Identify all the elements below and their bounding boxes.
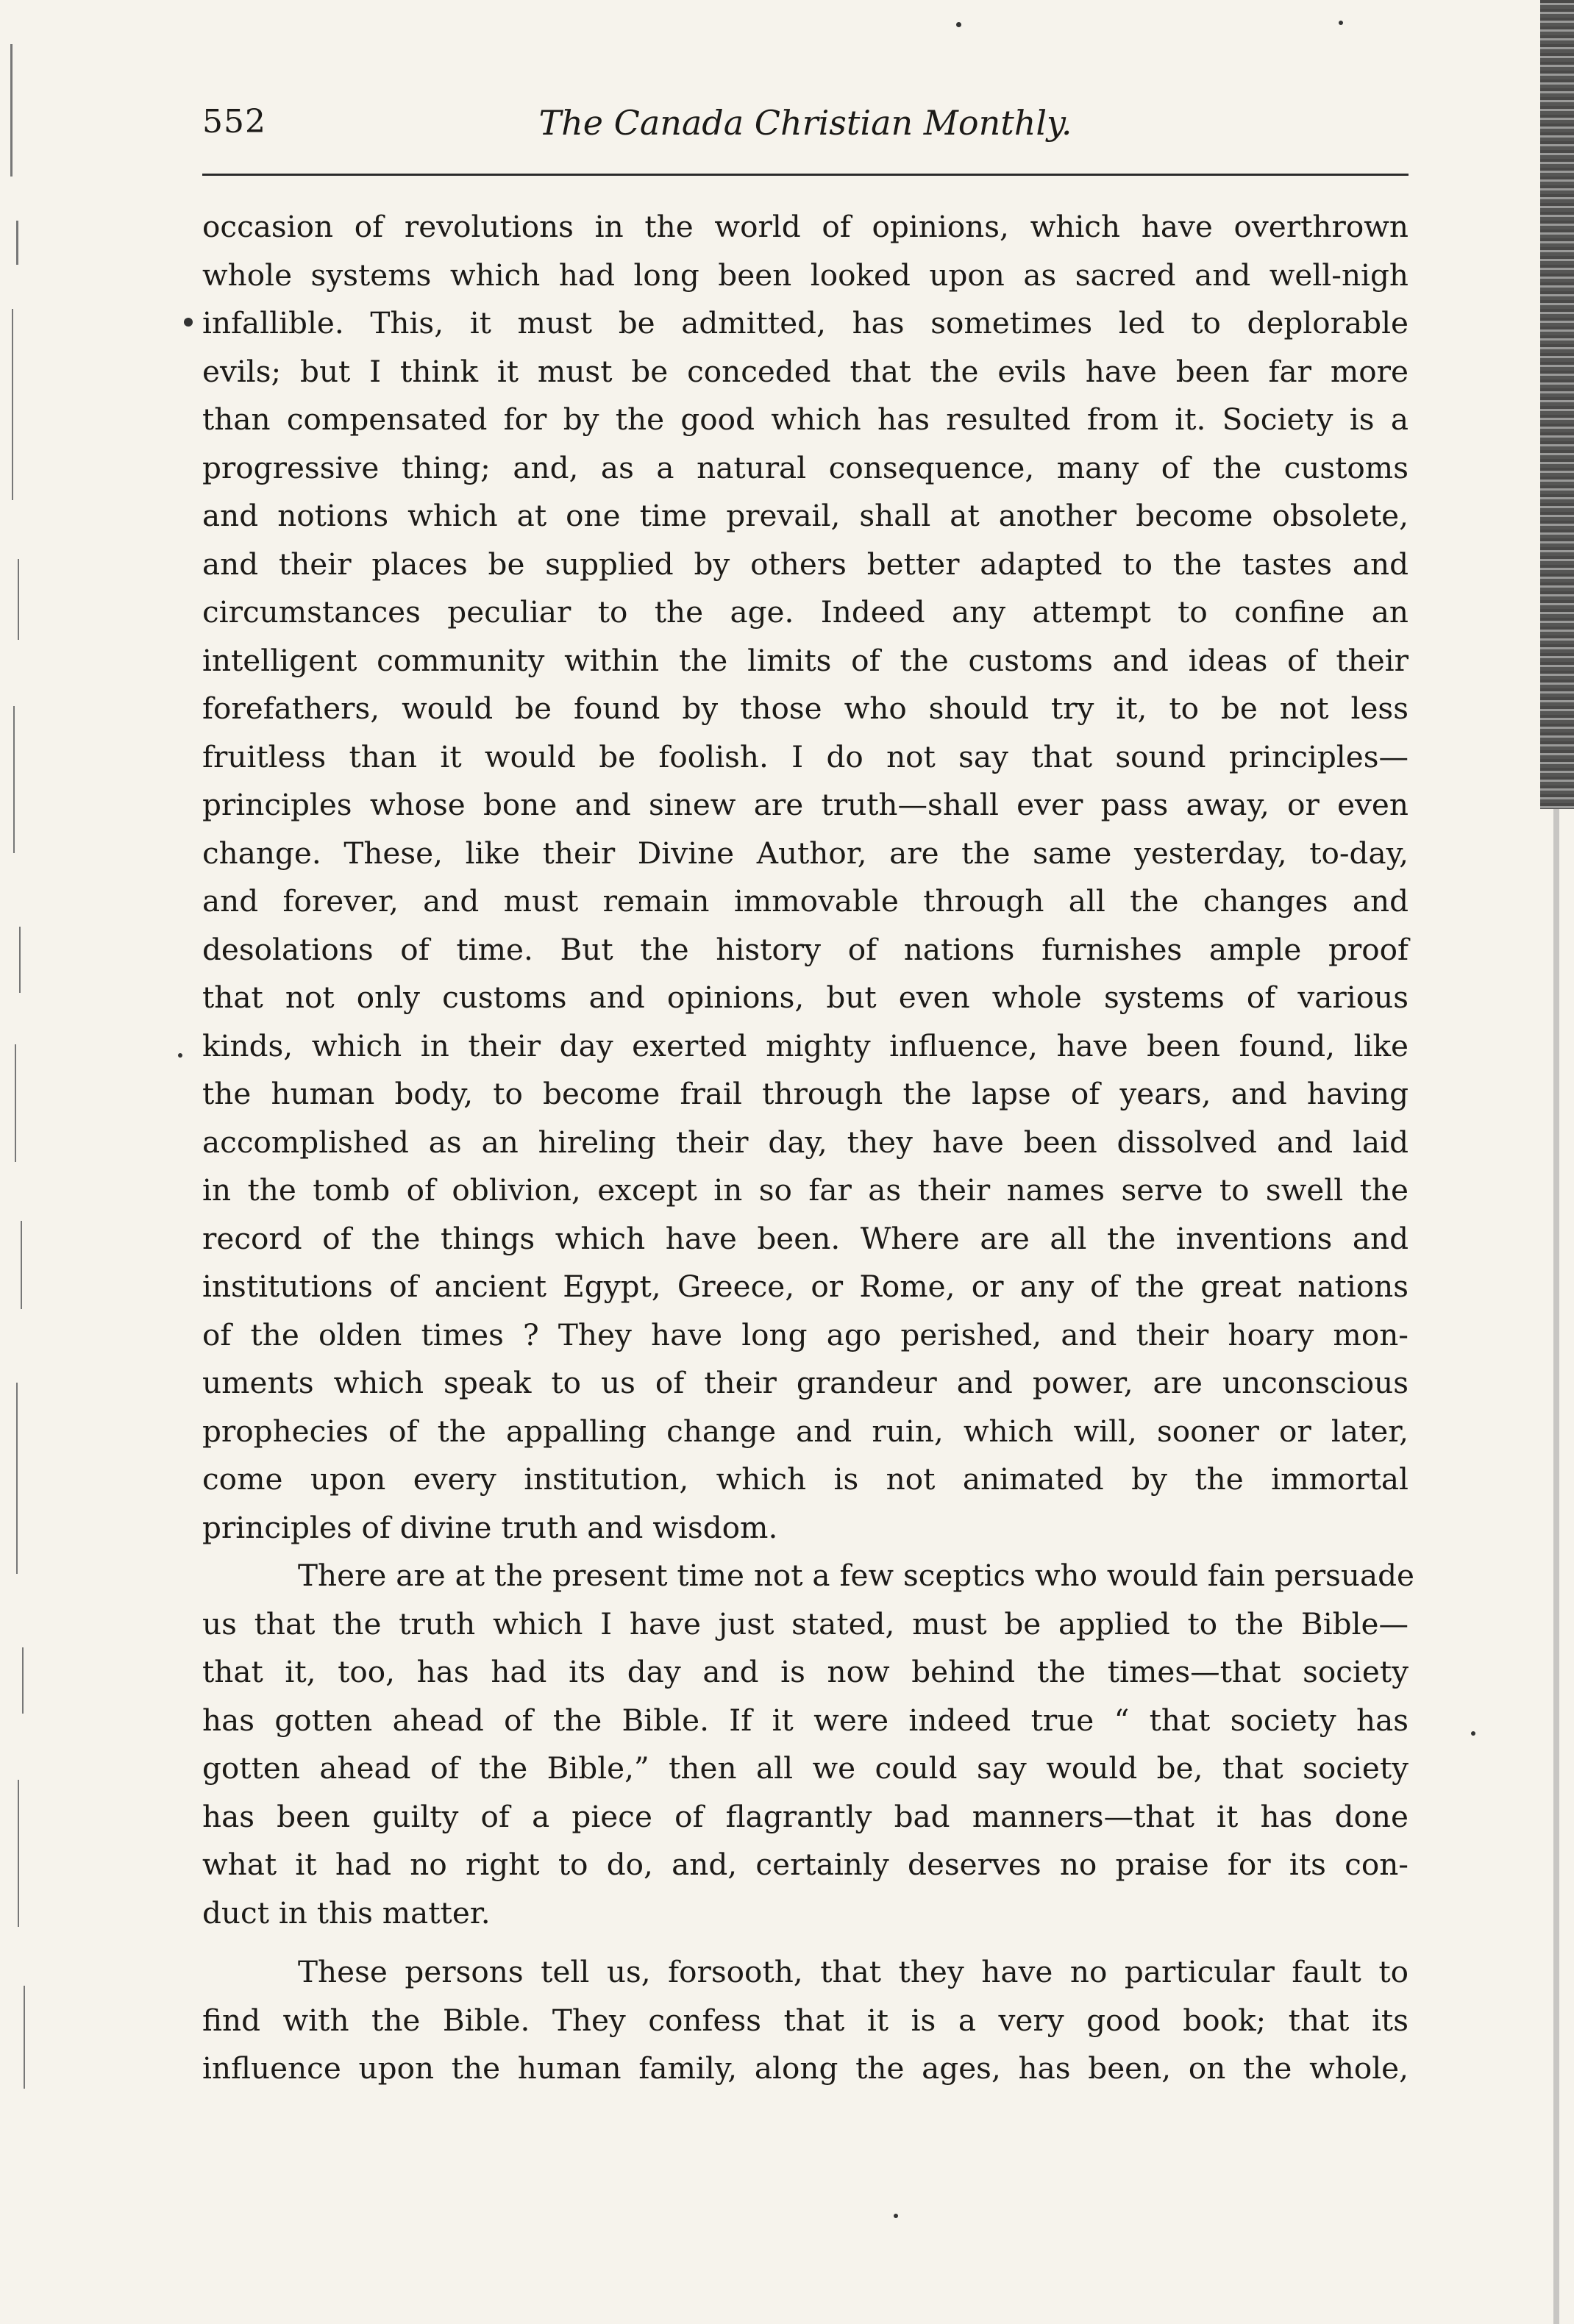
text-line: desolations of time. But the history of nations furnishes ample proof <box>202 931 1409 967</box>
text-line: principles whose bone and sinew are truth—shall ever pass away, or even <box>202 787 1409 822</box>
text-line: kinds, which in their day exerted mighty influence, have been found, like <box>202 1027 1409 1063</box>
text-line: of the olden times ? They have long ago perished, and their hoary mon- <box>202 1316 1409 1352</box>
text-line: progressive thing; and, as a natural consequence, many of the customs <box>202 449 1409 485</box>
text-line: principles of divine truth and wisdom. <box>202 1509 778 1545</box>
page-header <box>202 103 1409 154</box>
paragraph-1 <box>202 203 1409 1552</box>
scan-speck <box>178 1053 182 1058</box>
text-line: duct in this matter. <box>202 1895 491 1931</box>
text-line: institutions of ancient Egypt, Greece, or Rome, or any of the great nations <box>202 1269 1409 1304</box>
scan-speck <box>894 2214 898 2218</box>
text-line: infallible. This, it must be admitted, has sometimes led to deplorable <box>202 305 1409 341</box>
text-line: and notions which at one time prevail, shall at another become obsolete, <box>202 498 1409 533</box>
text-line: gotten ahead of the Bible,” then all we could say would be, that society <box>202 1750 1409 1786</box>
text-line: and forever, and must remain immovable through all the changes and <box>202 883 1409 919</box>
scan-speck <box>184 318 193 327</box>
body-text <box>202 203 1414 2093</box>
text-line: whole systems which had long been looked upon as sacred and well-nigh <box>202 257 1409 293</box>
text-line: fruitless than it would be foolish. I do not say that sound principles— <box>202 738 1409 774</box>
scan-edge-shadow <box>1540 0 1574 809</box>
scan-edge-line <box>1553 809 1559 2324</box>
text-line: prophecies of the appalling change and ruin, which will, sooner or later, <box>202 1413 1409 1449</box>
text-line: uments which speak to us of their grandeur and power, are unconscious <box>202 1365 1409 1400</box>
paragraph-2 <box>202 1552 1414 1937</box>
text-line: record of the things which have been. Where are all the inventions and <box>202 1220 1409 1256</box>
text-line: that it, too, has had its day and is now behind the times—that society <box>202 1654 1409 1689</box>
text-line: occasion of revolutions in the world of opinions, which have overthrown <box>202 209 1409 244</box>
text-line: evils; but I think it must be conceded that the evils have been far more <box>202 353 1409 389</box>
text-line: us that the truth which I have just stated, must be applied to the Bible— <box>202 1605 1409 1642</box>
text-line: that not only customs and opinions, but even whole systems of various <box>202 980 1409 1015</box>
text-line: has gotten ahead of the Bible. If it were indeed true “ that society has <box>202 1702 1409 1738</box>
running-title: The Canada Christian Monthly. <box>538 103 1072 143</box>
text-line: intelligent community within the limits of the customs and ideas of their <box>202 642 1409 678</box>
text-line: influence upon the human family, along the ages, has been, on the whole, <box>202 2050 1409 2086</box>
text-line: forefathers, would be found by those who should try it, to be not less <box>202 691 1409 726</box>
text-line: find with the Bible. They confess that it is a very good book; that its <box>202 2002 1409 2038</box>
text-line: in the tomb of oblivion, except in so far as their names serve to swell the <box>202 1172 1409 1208</box>
text-line: circumstances peculiar to the age. Indeed any attempt to confine an <box>202 594 1409 630</box>
text-line: change. These, like their Divine Author, are the same yesterday, to-day, <box>202 835 1409 871</box>
header-rule <box>202 174 1409 176</box>
page-number: 552 <box>202 103 266 140</box>
scan-speck <box>956 22 961 27</box>
text-line: and their places be supplied by others better adapted to the tastes and <box>202 546 1409 582</box>
scan-speck <box>1471 1731 1475 1736</box>
text-line: These persons tell us, forsooth, that they have no particular fault to <box>298 1954 1409 1989</box>
text-line: what it had no right to do, and, certainly deserves no praise for its con- <box>202 1847 1409 1882</box>
text-line: has been guilty of a piece of flagrantly bad manners—that it has done <box>202 1798 1409 1834</box>
text-line: than compensated for by the good which has resulted from it. Society is a <box>202 402 1409 437</box>
scan-speck <box>1339 21 1343 25</box>
text-line: the human body, to become frail through the lapse of years, and having <box>202 1076 1409 1111</box>
paragraph-3 <box>202 1948 1409 2093</box>
text-line: There are at the present time not a few sceptics who would fain persuade <box>298 1558 1414 1593</box>
scan-margin-marks <box>0 0 81 2324</box>
text-line: accomplished as an hireling their day, they have been dissolved and laid <box>202 1124 1409 1160</box>
text-line: come upon every institution, which is not animated by the immortal <box>202 1461 1409 1497</box>
